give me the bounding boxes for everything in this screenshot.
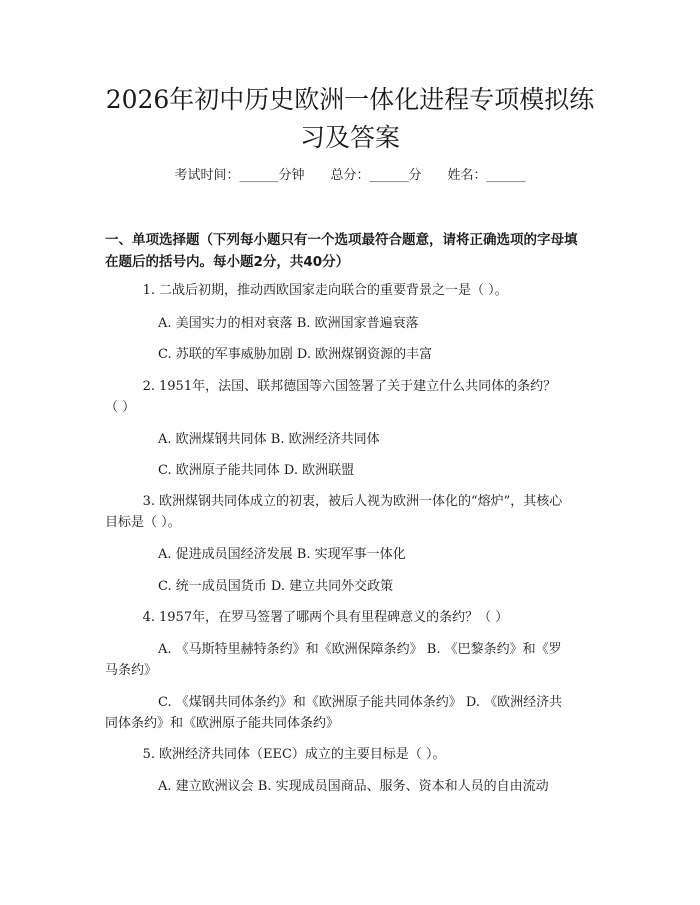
- exam-name: 姓名：______: [447, 168, 526, 183]
- doc-title-line2: 习及答案: [299, 123, 400, 152]
- section-heading-line1: 一、单项选择题（下列每小题只有一个选项最符合题意，请将正确选项的字母填: [105, 232, 578, 248]
- question-1: [105, 281, 605, 301]
- question-2-options-ab: A. 欧洲煤钢共同体 B. 欧洲经济共同体: [158, 432, 380, 447]
- question-number: 3.: [142, 494, 155, 509]
- question-2-options-cd: C. 欧洲原子能共同体 D. 欧洲联盟: [158, 463, 355, 478]
- question-text: 欧洲煤钢共同体成立的初衷，被后人视为欧洲一体化的“熔炉”，其核心: [159, 494, 563, 509]
- question-5-options-ab: A. 建立欧洲议会 B. 实现成员国商品、服务、资本和人员的自由流动: [158, 779, 549, 794]
- question-1-options-ab: A. 美国实力的相对衰落 B. 欧洲国家普遍衰落: [158, 316, 419, 331]
- question-2-text-cont: （ ）: [105, 400, 136, 415]
- question-2: [105, 377, 605, 397]
- question-5: [105, 745, 605, 765]
- question-4-options-cd: C. 《煤钢共同体条约》和《欧洲原子能共同体条约》 D. 《欧洲经济共: [158, 695, 563, 710]
- doc-title-line1: 2026年初中历史欧洲一体化进程专项模拟练: [105, 85, 595, 114]
- exam-score: 总分：______分: [330, 168, 422, 183]
- question-3-options-ab: A. 促进成员国经济发展 B. 实现军事一体化: [158, 547, 406, 562]
- exam-meta: [0, 166, 700, 186]
- question-4-options-cd-cont: 同体条约》和《欧洲原子能共同体条约》: [105, 716, 340, 731]
- question-3-text-cont: 目标是（ ）。: [105, 515, 181, 530]
- question-4-options-ab: A. 《马斯特里赫特条约》和《欧洲保障条约》 B. 《巴黎条约》和《罗: [158, 642, 562, 657]
- question-number: 5.: [142, 747, 155, 762]
- question-4-options-ab-cont: 马条约》: [105, 663, 158, 678]
- question-3-options-cd: C. 统一成员国货币 D. 建立共同外交政策: [158, 579, 394, 594]
- question-text: 1957年，在罗马签署了哪两个具有里程碑意义的条约？（ ）: [159, 610, 509, 625]
- question-number: 4.: [142, 610, 155, 625]
- question-number: 1.: [142, 283, 155, 298]
- exam-time: 考试时间：______分钟: [174, 168, 305, 183]
- question-3: [105, 492, 605, 512]
- question-text: 1951年，法国、联邦德国等六国签署了关于建立什么共同体的条约？: [159, 379, 557, 394]
- question-text: 欧洲经济共同体（EEC）成立的主要目标是（ ）。: [159, 747, 446, 762]
- question-text: 二战后初期，推动西欧国家走向联合的重要背景之一是（ ）。: [159, 283, 508, 298]
- question-4: [105, 608, 605, 628]
- question-1-options-cd: C. 苏联的军事威胁加剧 D. 欧洲煤钢资源的丰富: [158, 347, 433, 362]
- section-heading-line2: 在题后的括号内。每小题2分，共40分）: [105, 254, 350, 270]
- question-number: 2.: [142, 379, 155, 394]
